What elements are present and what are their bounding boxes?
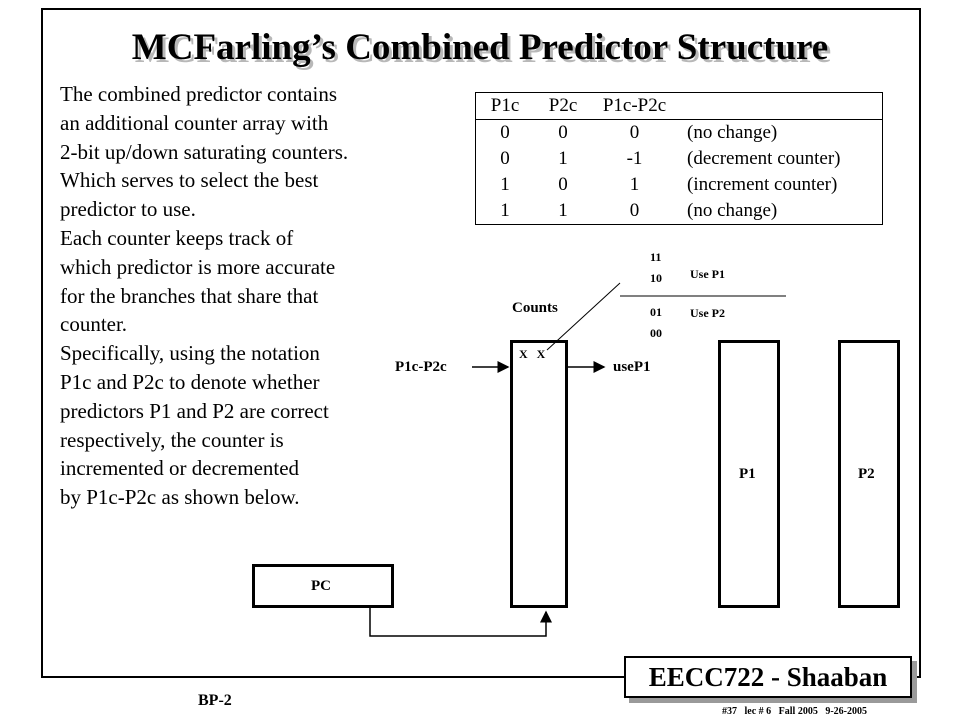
state-00-label: 00 xyxy=(650,326,662,340)
table-cell: (increment counter) xyxy=(687,174,838,195)
use-p2-label: Use P2 xyxy=(690,306,725,320)
body-line: predictor to use. xyxy=(60,197,196,222)
table-cell: 1 xyxy=(558,200,568,221)
course-footer: EECC722 - Shaaban xyxy=(624,656,912,698)
table-cell: 1 xyxy=(500,174,510,195)
lecture-info: #37 lec # 6 Fall 2005 9-26-2005 xyxy=(722,706,867,717)
table-cell: (decrement counter) xyxy=(687,148,841,169)
body-line: an additional counter array with xyxy=(60,110,329,135)
output-label: useP1 xyxy=(613,359,651,375)
table-cell: 0 xyxy=(558,174,568,195)
body-line: counter. xyxy=(60,312,128,337)
body-line: Specifically, using the notation xyxy=(60,341,320,366)
table-cell: 0 xyxy=(629,200,640,221)
p1-label: P1 xyxy=(739,466,756,482)
table-cell: 1 xyxy=(558,148,568,169)
table-cell: 1 xyxy=(500,200,510,221)
counter-cell-marks: X X xyxy=(519,347,546,361)
table-cell: 1 xyxy=(629,174,640,195)
table-cell: 0 xyxy=(558,122,568,143)
table-cell: (no change) xyxy=(687,122,778,143)
col-header-p2c: P2c xyxy=(534,93,592,120)
state-11-label: 11 xyxy=(650,250,662,264)
col-header-diff: P1c-P2c xyxy=(592,93,677,120)
body-line: by P1c-P2c as shown below. xyxy=(60,485,300,510)
body-line: Each counter keeps track of xyxy=(60,225,294,250)
body-line: Which serves to select the best xyxy=(60,168,319,193)
pc-label: PC xyxy=(311,578,331,594)
slide-title: MCFarling’s Combined Predictor Structure xyxy=(131,27,829,68)
state-10-label: 10 xyxy=(650,271,662,285)
state-01-label: 01 xyxy=(650,305,662,319)
table-cell: -1 xyxy=(626,148,643,169)
p2-label: P2 xyxy=(858,466,875,482)
page-label: BP-2 xyxy=(198,692,232,709)
col-header-p1c: P1c xyxy=(476,93,535,120)
body-line: incremented or decremented xyxy=(60,456,300,481)
body-line: The combined predictor contains xyxy=(60,82,337,106)
counts-pointer-line xyxy=(547,283,620,350)
table-cell: 0 xyxy=(500,148,510,169)
body-line: P1c and P2c to denote whether xyxy=(60,369,320,394)
table-cell: (no change) xyxy=(687,200,778,221)
body-line: respectively, the counter is xyxy=(60,427,284,452)
counts-label: Counts xyxy=(512,300,558,316)
table-cell: 0 xyxy=(500,122,510,143)
table-cell: 0 xyxy=(629,122,640,143)
body-line: for the branches that share that xyxy=(60,283,319,308)
input-label: P1c-P2c xyxy=(395,359,447,375)
body-line: predictors P1 and P2 are correct xyxy=(60,398,329,423)
use-p1-label: Use P1 xyxy=(690,267,725,281)
body-line: which predictor is more accurate xyxy=(60,254,336,279)
body-line: 2-bit up/down saturating counters. xyxy=(60,139,349,164)
pc-index-arrow xyxy=(370,608,546,636)
